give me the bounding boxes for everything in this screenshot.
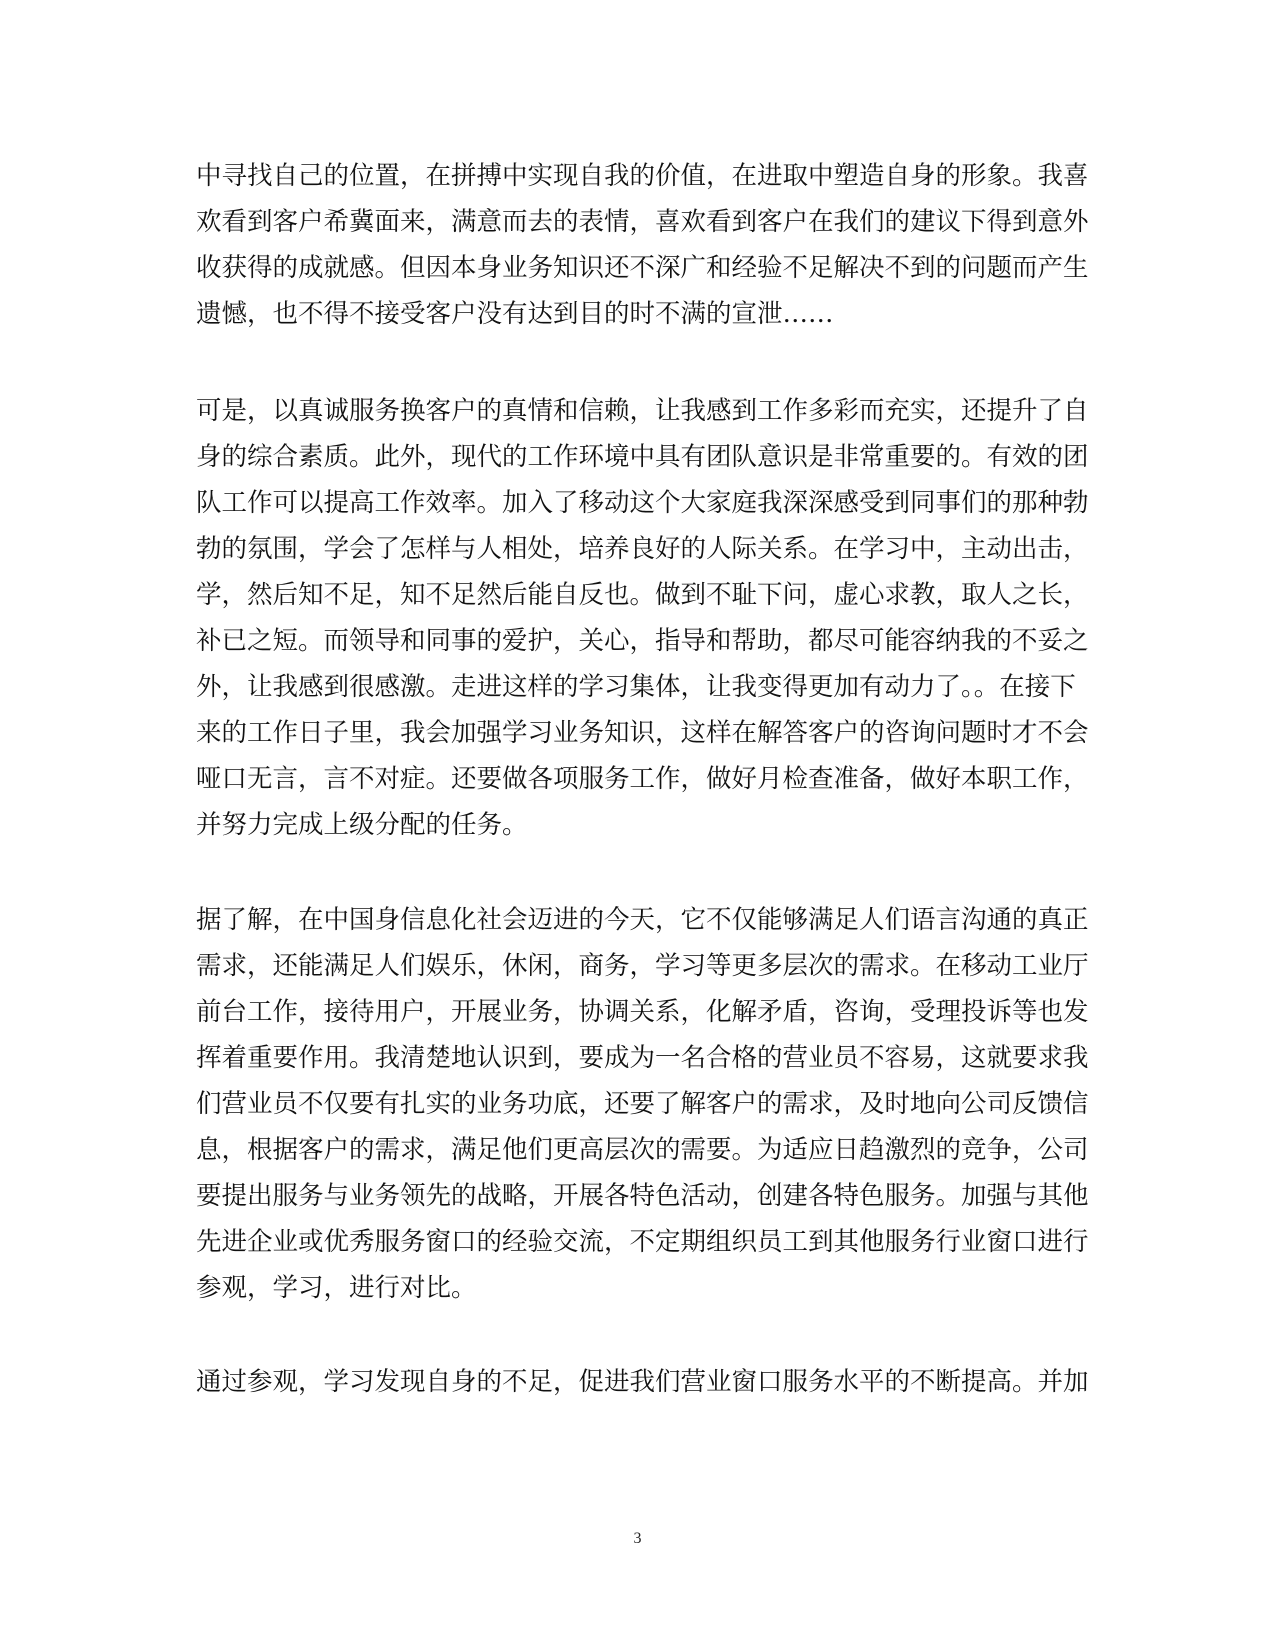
text-line: 前台工作，接待用户，开展业务，协调关系，化解矛盾，咨询，受理投诉等也发 — [196, 997, 1089, 1027]
page-number: 3 — [633, 1530, 642, 1547]
text-line: 需求，还能满足人们娱乐，休闲，商务，学习等更多层次的需求。在移动工业厅 — [196, 951, 1089, 981]
text-line: 要提出服务与业务领先的战略，开展各特色活动，创建各特色服务。加强与其他 — [196, 1181, 1089, 1211]
text-line: 中寻找自己的位置，在拼搏中实现自我的价值，在进取中塑造自身的形象。我喜 — [196, 161, 1089, 191]
text-line: 可是，以真诚服务换客户的真情和信赖，让我感到工作多彩而充实，还提升了自 — [196, 396, 1089, 426]
text-line: 先进企业或优秀服务窗口的经验交流，不定期组织员工到其他服务行业窗口进行 — [196, 1227, 1089, 1257]
text-line: 外，让我感到很感激。走进这样的学习集体，让我变得更加有动力了。。在接下 — [196, 672, 1076, 702]
text-line: 身的综合素质。此外，现代的工作环境中具有团队意识是非常重要的。有效的团 — [196, 442, 1089, 472]
text-line: 挥着重要作用。我清楚地认识到，要成为一名合格的营业员不容易，这就要求我 — [196, 1043, 1089, 1073]
text-line: 并努力完成上级分配的任务。 — [196, 810, 528, 840]
text-line: 息，根据客户的需求，满足他们更高层次的需要。为适应日趋激烈的竞争，公司 — [196, 1135, 1089, 1165]
text-line: 补已之短。而领导和同事的爱护，关心，指导和帮助，都尽可能容纳我的不妥之 — [196, 626, 1089, 656]
text-line: 学，然后知不足，知不足然后能自反也。做到不耻下问，虚心求教，取人之长， — [196, 580, 1089, 610]
text-line: 参观，学习，进行对比。 — [196, 1273, 477, 1303]
text-line: 据了解，在中国身信息化社会迈进的今天，它不仅能够满足人们语言沟通的真正 — [196, 905, 1089, 935]
text-line: 队工作可以提高工作效率。加入了移动这个大家庭我深深感受到同事们的那种勃 — [196, 488, 1089, 518]
text-line: 通过参观，学习发现自身的不足，促进我们营业窗口服务水平的不断提高。并加 — [196, 1367, 1089, 1397]
text-line: 欢看到客户希冀面来，满意而去的表情，喜欢看到客户在我们的建议下得到意外 — [196, 207, 1089, 237]
text-line: 遗憾，也不得不接受客户没有达到目的时不满的宣泄…… — [196, 299, 834, 329]
text-line: 哑口无言，言不对症。还要做各项服务工作，做好月检查准备，做好本职工作， — [196, 764, 1089, 794]
text-line: 收获得的成就感。但因本身业务知识还不深广和经验不足解决不到的问题而产生 — [196, 253, 1089, 283]
text-line: 来的工作日子里，我会加强学习业务知识，这样在解答客户的咨询问题时才不会 — [196, 718, 1089, 748]
text-line: 们营业员不仅要有扎实的业务功底，还要了解客户的需求，及时地向公司反馈信 — [196, 1089, 1089, 1119]
text-line: 勃的氛围，学会了怎样与人相处，培养良好的人际关系。在学习中，主动出击， — [196, 534, 1089, 564]
